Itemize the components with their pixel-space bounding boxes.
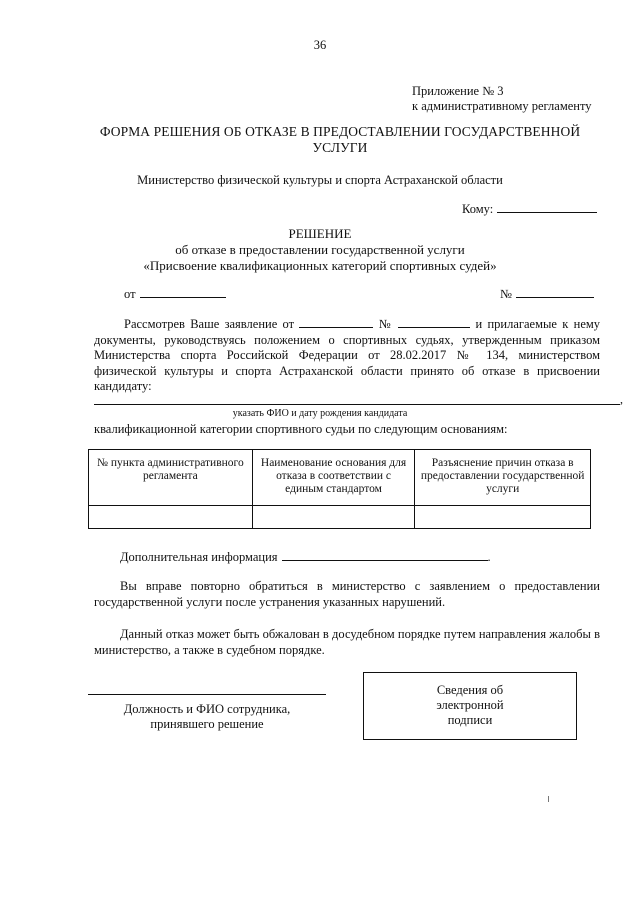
number-blank [516,286,594,298]
electronic-signature-box [363,672,577,740]
table-header-cell: Разъяснение причин отказа в предоставлении государственной услуги [415,450,591,506]
decision-date-field [124,286,226,302]
body-paragraph [94,316,600,395]
recipient-label: Кому: [462,202,494,216]
additional-info [120,549,491,565]
form-title-line-2: УСЛУГИ [312,140,368,155]
decision-heading: РЕШЕНИЕ [288,226,352,241]
table-row [89,506,591,529]
esig-line-1: Сведения об [436,683,504,697]
form-title [90,124,590,156]
candidate-fio-line [94,404,620,405]
scan-mark [548,796,551,802]
body-text-2: № [378,317,393,331]
reapply-paragraph [94,578,600,610]
signature-caption [88,702,326,732]
appendix-line-1: Приложение № 3 [412,84,504,98]
table-cell [252,506,415,529]
body-text-1: Рассмотрев Ваше заявление от [124,317,295,331]
table-cell [89,506,253,529]
table-header-cell: Наименование основания для отказа в соответствии с единым стандартом [252,450,415,506]
esig-line-2: электронной [436,698,504,712]
page-number: 36 [313,38,327,52]
signature-caption-line-1: Должность и ФИО сотрудника, [123,702,291,716]
date-blank [140,286,226,298]
table-header-cell: № пункта административного регламента [89,450,253,506]
refusal-reasons-table [88,449,591,529]
additional-end: . [487,550,491,564]
application-date-blank [299,316,373,328]
additional-label: Дополнительная информация [120,550,278,564]
decision-subtitle-2: «Присвоение квалификационных категорий спортивных судей» [143,258,497,273]
application-number-blank [398,316,470,328]
date-label: от [124,287,136,301]
candidate-fio-comma: , [620,392,623,406]
reapply-text: Вы вправе повторно обратиться в министерство с заявлением о предоставлении государственной услуги после устранения указанных нарушений. [94,579,600,609]
ministry-name: Министерство физической культуры и спорта Астраханской области [137,173,503,187]
grounds-text: квалификационной категории спортивного судьи по следующим основаниям: [94,422,508,436]
signature-line [88,694,326,695]
esig-line-3: подписи [447,713,493,727]
appendix-line-2: к административному регламенту [412,99,592,113]
additional-blank [282,549,488,561]
table-header-row [89,450,591,506]
recipient-blank [497,200,597,213]
decision-number-field [500,286,594,302]
number-label: № [500,287,512,301]
recipient-field [462,200,597,217]
decision-subtitle-1: об отказе в предоставлении государственной услуги [175,242,465,257]
signature-caption-line-2: принявшего решение [150,717,264,731]
candidate-fio-caption: указать ФИО и дату рождения кандидата [232,408,408,419]
body-text-3: и прилагаемые к нему документы, руководствуясь положением о спортивных судьях, утвержденным приказом Министерства спорта Российской Федерации от 28.02.2017 № 134, министерством физической культуры и спорта Астраханской области принято об отказе в присвоении кандидату: [94,317,601,393]
decision-heading-block [0,226,640,274]
appeal-paragraph [94,626,600,658]
appeal-text: Данный отказ может быть обжалован в досудебном порядке путем направления жалобы в министерство, а также в судебном порядке. [94,627,600,657]
appendix-note [412,84,592,114]
form-title-line-1: ФОРМА РЕШЕНИЯ ОБ ОТКАЗЕ В ПРЕДОСТАВЛЕНИИ ГОСУДАРСТВЕННОЙ [99,124,581,139]
table-cell [415,506,591,529]
